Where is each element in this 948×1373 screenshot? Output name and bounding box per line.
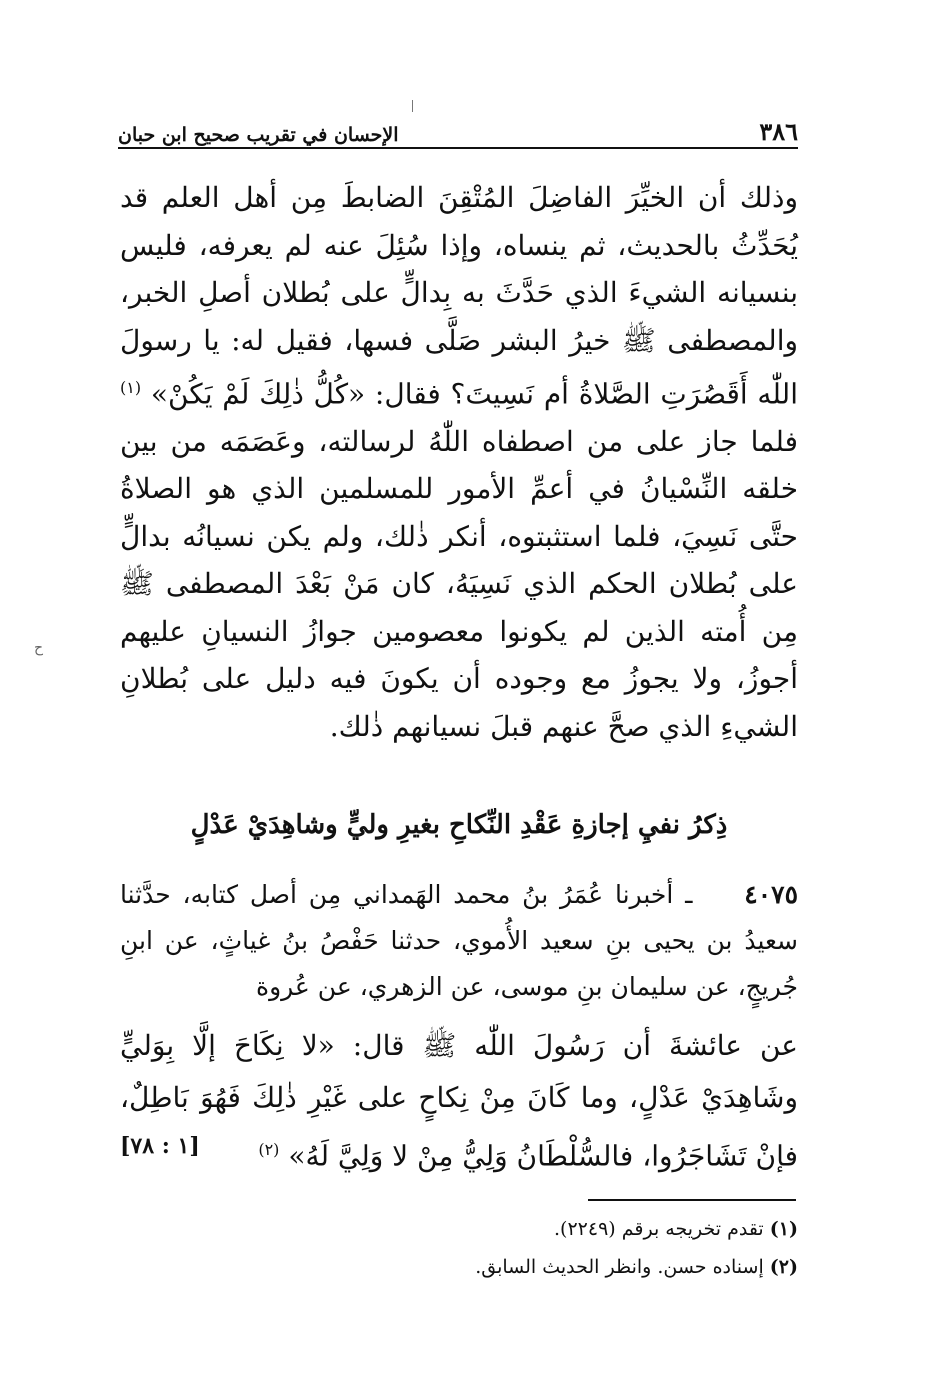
commentary-paragraph	[120, 174, 798, 750]
page-number: ٣٨٦	[759, 117, 798, 146]
footnote-1-text: تقدم تخريجه برقم (٢٢٤٩).	[554, 1218, 764, 1240]
footnote-ref-2: (٢)	[258, 1140, 280, 1159]
section-title: ذِكرُ نفيِ إجازةِ عَقْدِ النِّكاحِ بغيرِ وليٍّ وشاهِدَيْ عَدْلٍ	[190, 810, 728, 840]
footnote-rule	[588, 1199, 796, 1201]
matn-text: عن عائشةَ أن رَسُولَ اللّٰه ﷺ قال: «لا نِكَاحَ إلَّا بِوَليٍّ وشَاهِدَيْ عَدْلٍ، وما كَانَ مِنْ نِكاحٍ على غَيْرِ ذٰلِكَ فَهُوَ بَاطِلٌ، فإنْ تَشَاجَرُوا، فالسُّلْطَانُ وَلِيُّ مِنْ لا وَلِيَّ لَهُ»	[120, 1029, 798, 1173]
commentary-text: وذلك أن الخيِّرَ الفاضِلَ المُتْقِنَ الضابطَ مِن أهل العلم قد يُحَدِّثُ بالحديث، ثم ينساه، وإذا سُئِلَ عنه لم يعرفه، فليس بنسيانه الشيءَ الذي حَدَّثَ به بِدالٍّ على بُطلان أصلِ الخبر، والمصطفى ﷺ خيرُ البشر صَلَّى فسها، فقيل له: يا رسولَ اللّٰه أَقَصُرَتِ الصَّلاةُ أم نَسِيتَ؟ فقال: «كُلُّ ذٰلِكَ لَمْ يَكُنْ»	[120, 181, 798, 411]
footnote-2-num: (٢)	[769, 1256, 798, 1278]
hadith-reference: [١ : ٧٨]	[120, 1133, 200, 1159]
hadith-matn	[120, 1020, 798, 1182]
header-rule	[118, 147, 798, 149]
hadith-number: ٤٠٧٥	[744, 880, 798, 909]
isnad-text: ـ أخبرنا عُمَرُ بنُ محمد الهَمداني مِن أصل كتابه، حدَّثنا سعيدُ بن يحيى بنِ سعيد الأُموي، حدثنا حَفْصُ بنُ غياثٍ، عن ابنِ جُريجٍ، عن سليمان بنِ موسى، عن الزهري، عن عُروة	[120, 880, 798, 1001]
top-tick-mark	[412, 100, 413, 112]
footnotes	[300, 1210, 798, 1286]
footnote-1	[300, 1210, 798, 1248]
footnote-ref-1: (١)	[120, 378, 142, 397]
book-title: الإحسان في تقريب صحيح ابن حبان	[118, 124, 399, 146]
footnote-2-text: إسناده حسن. وانظر الحديث السابق.	[475, 1256, 764, 1278]
margin-mark: ح	[34, 640, 44, 656]
commentary-text-cont: فلما جاز على من اصطفاه اللّٰهُ لرسالته، وعَصَمَه من بين خلقه النِّسْيانُ في أعمِّ الأمور للمسلمين الذي هو الصلاةُ حتَّى نَسِيَ، فلما استثبتوه، أنكر ذٰلك، ولم يكن نسيانُه بدالٍّ على بُطلان الحكم الذي نَسِيَهُ، كان مَنْ بَعْدَ المصطفى ﷺ مِن أُمته الذين لم يكونوا معصومين جوازُ النسيانِ عليهم أجوزُ، ولا يجوزُ مع وجوده أن يكونَ فيه دليل على بُطلانِ الشيءِ الذي صحَّ عنهم قبلَ نسيانهم ذٰلك.	[120, 424, 798, 743]
running-header	[118, 112, 798, 146]
footnote-2	[300, 1248, 798, 1286]
hadith-isnad	[120, 872, 798, 1010]
footnote-1-num: (١)	[769, 1218, 798, 1240]
